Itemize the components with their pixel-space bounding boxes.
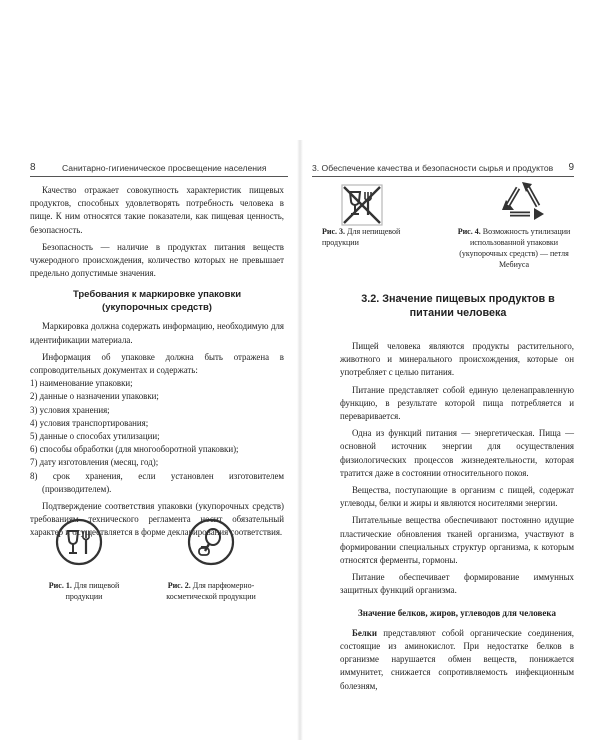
- list-item: 1) наименование упаковки;: [30, 378, 133, 389]
- figure-caption-text: Для парфюмерно-косметической продукции: [166, 581, 256, 601]
- paragraph: Качество отражает совокупность характеристик пищевых продуктов, способных удовлетворять потребность человека в пище. К ним относятся такие показатели, как пищевая ценность, безопасность.: [30, 185, 284, 235]
- paragraph: Питательные вещества обеспечивают постоянно идущие пластические обновления тканей организма, участвуют в формировании специальных структур организма, к которым относятся ферменты, гормоны.: [340, 515, 574, 566]
- list-item: 2) данные о назначении упаковки;: [30, 391, 159, 402]
- left-body-text: [30, 184, 284, 540]
- paragraph: Информация об упаковке должна быть отражена в сопроводительных документах и содержать:: [30, 351, 284, 376]
- subheading-line: Требования к маркировке упаковки: [72, 289, 242, 301]
- paragraph: Питание представляет собой единую целенаправленную функцию, в результате которой пища потребляется и переваривается.: [340, 384, 574, 422]
- package-info-list: [30, 377, 284, 496]
- figure-caption-text: Для пищевой продукции: [65, 581, 120, 601]
- list-item: 6) способы обработки (для многооборотной упаковки);: [30, 444, 239, 455]
- paragraph: Вещества, поступающие в организм с пищей, содержат углеводы, белки и жиры и являются носителями энергии.: [340, 485, 574, 509]
- list-item: 8) срок хранения, если установлен изготовителем (производителем).: [30, 470, 284, 494]
- paragraph: [340, 627, 574, 693]
- list-item: 4) условия транспортирования;: [30, 417, 149, 428]
- right-page: [300, 0, 600, 750]
- crossed-glass-fork-icon: [338, 183, 386, 229]
- section-number: 3.2.: [361, 293, 380, 305]
- figure-caption-text: Возможность утилизации использованной упаковки (укупорочных средств) — петля Мебиуса: [459, 227, 571, 269]
- running-head-title: 3. Обеспечение качества и безопасности сырья и продуктов: [312, 163, 554, 173]
- bold-term: Белки: [352, 627, 378, 638]
- section-title: Значение пищевых продуктов в питании человека: [382, 293, 555, 319]
- page-number: 9: [568, 162, 574, 173]
- paragraph-text: представляют собой органические соединения, состоящие из аминокислот. При недостатке белков в организме нарушается обмен веществ, понижается иммунитет, снижается сопротивляемость инфекционным болезням,: [340, 627, 574, 691]
- paragraph: Питание обеспечивает формирование иммунных защитных функций организма.: [340, 572, 574, 596]
- right-running-header: [312, 160, 574, 177]
- figure-label: Рис. 2.: [167, 581, 191, 590]
- subheading-marking-requirements: [30, 288, 284, 314]
- figure-caption-text: Для непищевой продукции: [322, 227, 401, 247]
- figure-label: Рис. 1.: [48, 581, 72, 590]
- page-number: 8: [30, 162, 36, 173]
- figure-caption-4: [446, 226, 582, 270]
- paragraph: Маркировка должна содержать информацию, необходимую для идентификации материала.: [30, 321, 284, 345]
- subheading-proteins-fats-carbs: Значение белков, жиров, углеводов для человека: [358, 607, 556, 618]
- paragraph: Безопасность — наличие в продуктах питания веществ чужеродного происхождения, количество которых не превышает предельно допустимые значения.: [30, 241, 284, 279]
- figure-label: Рис. 3.: [322, 227, 346, 236]
- figure-caption-2: [148, 580, 274, 602]
- figure-caption-1: [44, 580, 124, 602]
- figure-label: Рис. 4.: [457, 227, 481, 236]
- list-item: 5) данные о способах утилизации;: [30, 431, 160, 442]
- running-head-title: Санитарно-гигиеническое просвещение населения: [62, 163, 267, 173]
- section-heading: [340, 292, 576, 320]
- mobius-loop-icon: [498, 180, 552, 228]
- paragraph: Подтверждение соответствия упаковки (укупорочных средств) требованиям технического регламента носит обязательный характер и осуществляется в форме декларирования соответствия.: [30, 501, 284, 538]
- figure-caption-3: [322, 226, 422, 248]
- list-item: 7) дату изготовления (месяц, год);: [30, 457, 159, 468]
- glass-fork-icon: [55, 518, 103, 566]
- list-item: 3) условия хранения;: [30, 404, 110, 415]
- left-running-header: [30, 160, 288, 177]
- right-body-text: [340, 340, 574, 693]
- paragraph: Пищей человека являются продукты растительного, животного и минерального происхождения, которые он употребляет с целью питания.: [340, 341, 574, 378]
- cosmetics-mirror-icon: [187, 518, 235, 566]
- subheading-line: (укупорочных средств): [102, 302, 212, 314]
- paragraph: Одна из функций питания — энергетическая. Пища — основной источник энергии для осуществления физиологических процессов жизнедеятельности, которая тратится даже в состоянии относительного покоя.: [340, 428, 574, 478]
